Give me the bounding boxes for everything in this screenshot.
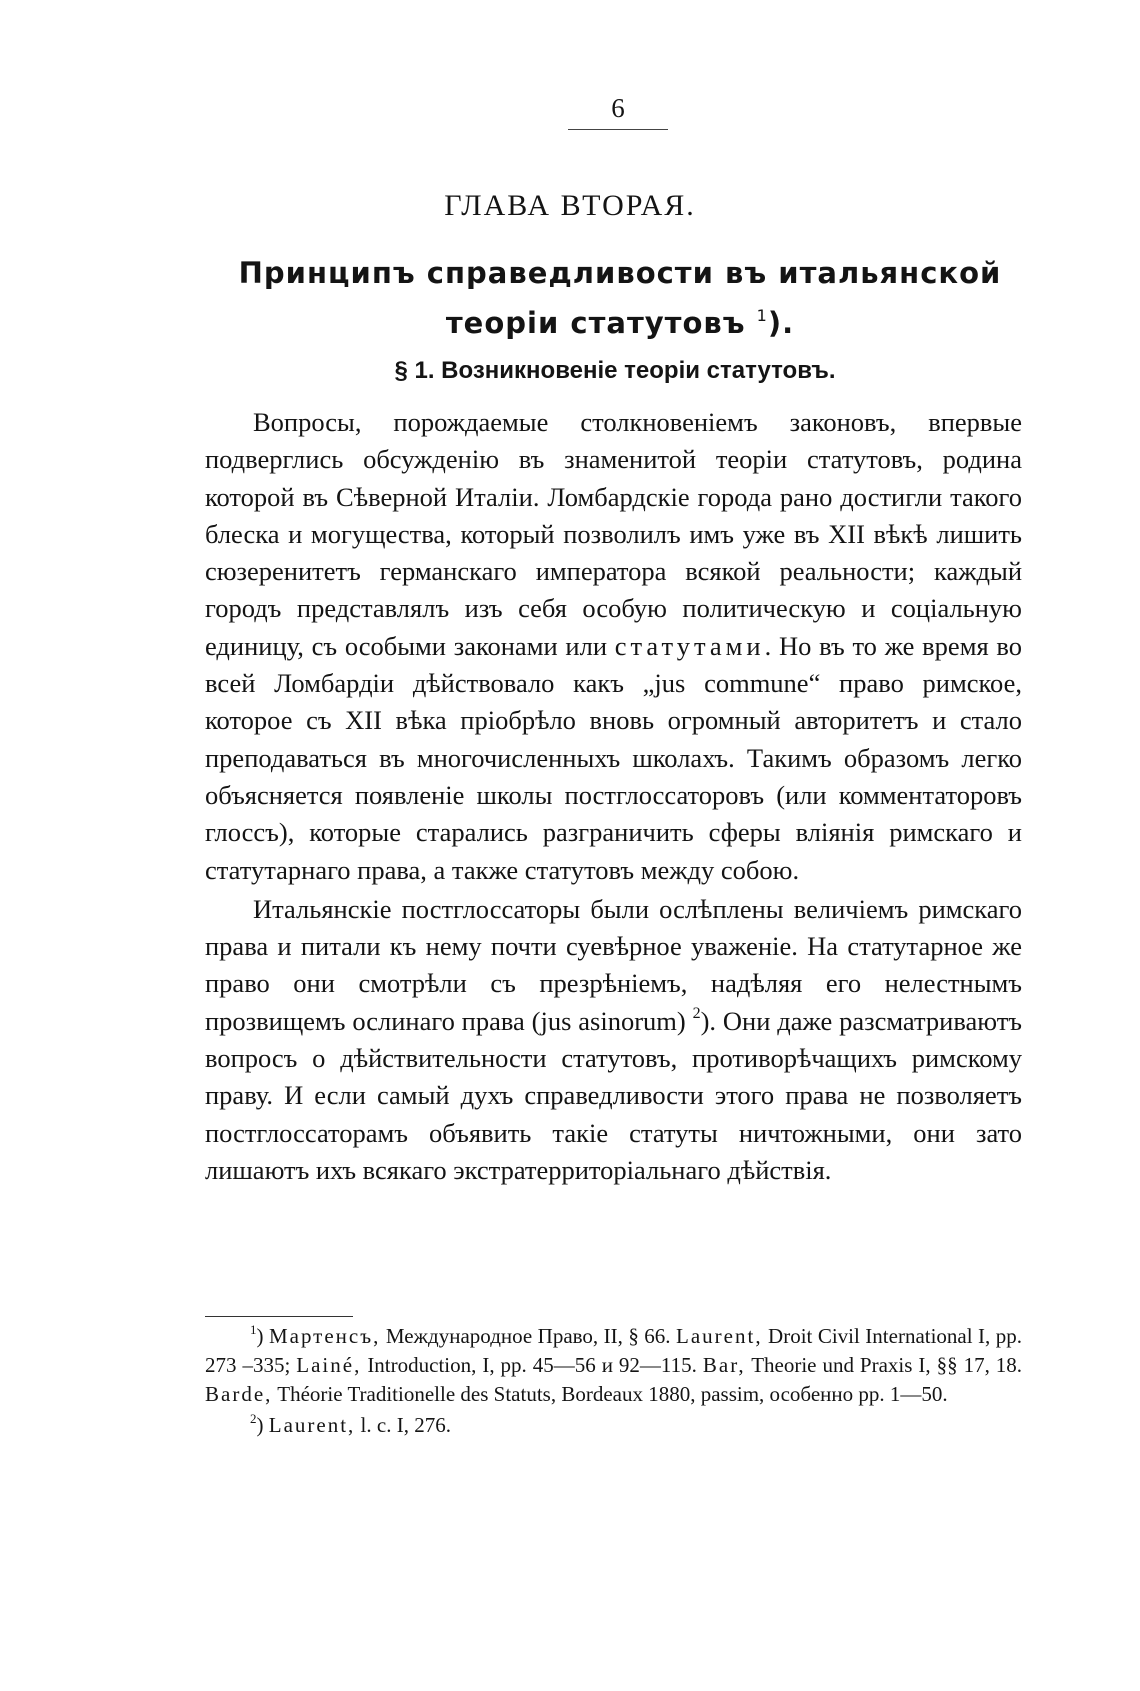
footnote-2 xyxy=(205,1411,1022,1440)
footnote-1-author-3: Lainé, xyxy=(296,1353,362,1377)
paragraph-2-text-a: Итальянскіе постглоссаторы были ослѣплены величіемъ римскаго права и питали къ нему почти суевѣрное уваженіе. На статутарное же право они смотрѣли съ презрѣніемъ, надѣляя его нелестнымъ прозвищемъ ослинаго права (jus asinorum) xyxy=(205,893,1022,1036)
body-text xyxy=(205,404,1022,1191)
page-number-rule xyxy=(568,129,668,130)
paragraph-1-text-a: Вопросы, порождаемые столкновеніемъ законовъ, впервые подверглись обсужденію въ знаменитой теоріи статутовъ, родина которой въ Сѣверной Италіи. Ломбардскіе города рано достигли такого блеска и могущества, который позволилъ имъ уже въ XII вѣкѣ лишить сюзеренитетъ германскаго императора всякой реальности; каждый городъ представлялъ изъ себя особую политическую и соціальную единицу, съ особыми законами или xyxy=(205,407,1022,661)
chapter-subtitle-text: теоріи статутовъ xyxy=(445,306,746,340)
paragraph-2 xyxy=(205,891,1022,1189)
paragraph-1-emphasis: статутами xyxy=(614,630,765,661)
paragraph-2-text-b: ). Они даже разсматриваютъ вопросъ о дѣйствительности статутовъ, противорѣчащихъ римскому праву. И если самый духъ справедливости этого права не позволяетъ постглоссаторамъ объявить такіе статуты ничтожными, они зато лишаютъ ихъ всякаго экстратерриторіальнаго дѣйствія. xyxy=(205,1005,1022,1185)
footnote-1-author-5: Barde, xyxy=(205,1382,273,1406)
paragraph-1 xyxy=(205,404,1022,889)
footnote-2-paren: ) xyxy=(256,1413,264,1437)
footnote-1-marker: 1 xyxy=(250,1322,257,1337)
chapter-subtitle-line-1: Принципъ справедливости въ итальянской xyxy=(238,256,1002,290)
footnote-1-author-2: Laurent, xyxy=(676,1324,763,1348)
footnote-2-text: l. c. I, 276. xyxy=(360,1413,451,1437)
footnote-1-text-2: Droit Civil International I, pp. 273 –335; xyxy=(205,1324,1023,1377)
paragraph-1-text-b: . Но въ то же время во всей Ломбардіи дѣйствовало какъ „jus commune“ право римское, которое съ XII вѣка пріобрѣло вновь огромный авторитетъ и стало преподаваться въ многочисленныхъ школахъ. Такимъ образомъ легко объясняется появленіе школы постглоссаторовъ (или комментаторовъ глоссъ), которые старались разграничить сферы вліянія римскаго и статутарнаго права, а также статутовъ между собою. xyxy=(205,630,1022,885)
footnote-1-text-5: Théorie Traditionelle des Statuts, Bordeaux 1880, passim, особенно pp. 1—50. xyxy=(277,1382,948,1406)
footnote-1-author-1: Мартенсъ, xyxy=(268,1324,381,1348)
footnote-1-text-1: Международное Право, II, § 66. xyxy=(385,1324,671,1348)
page-number: 6 xyxy=(611,93,625,123)
footnote-ref-2[interactable]: 2 xyxy=(692,1004,701,1022)
chapter-subtitle-line-2 xyxy=(200,298,1040,348)
section-heading: § 1. Возникновеніе теоріи статутовъ. xyxy=(394,357,836,384)
footnote-2-author: Laurent, xyxy=(268,1413,356,1437)
footnote-1-text-3: Introduction, I, pp. 45—56 и 92—115. xyxy=(367,1353,697,1377)
footnote-rule xyxy=(205,1316,353,1317)
chapter-title: ГЛАВА ВТОРАЯ. xyxy=(444,189,696,222)
chapter-subtitle-close: ). xyxy=(767,306,795,340)
footnote-ref-1[interactable]: 1 xyxy=(756,306,768,325)
footnote-1-author-4: Bar, xyxy=(702,1353,746,1377)
footnote-1 xyxy=(205,1322,1022,1409)
footnote-1-text-4: Theorie und Praxis I, §§ 17, 18. xyxy=(751,1353,1023,1377)
chapter-subtitle xyxy=(200,248,1040,348)
footnote-1-paren: ) xyxy=(256,1324,264,1348)
footnotes xyxy=(205,1322,1022,1442)
footnote-2-marker: 2 xyxy=(250,1411,257,1426)
